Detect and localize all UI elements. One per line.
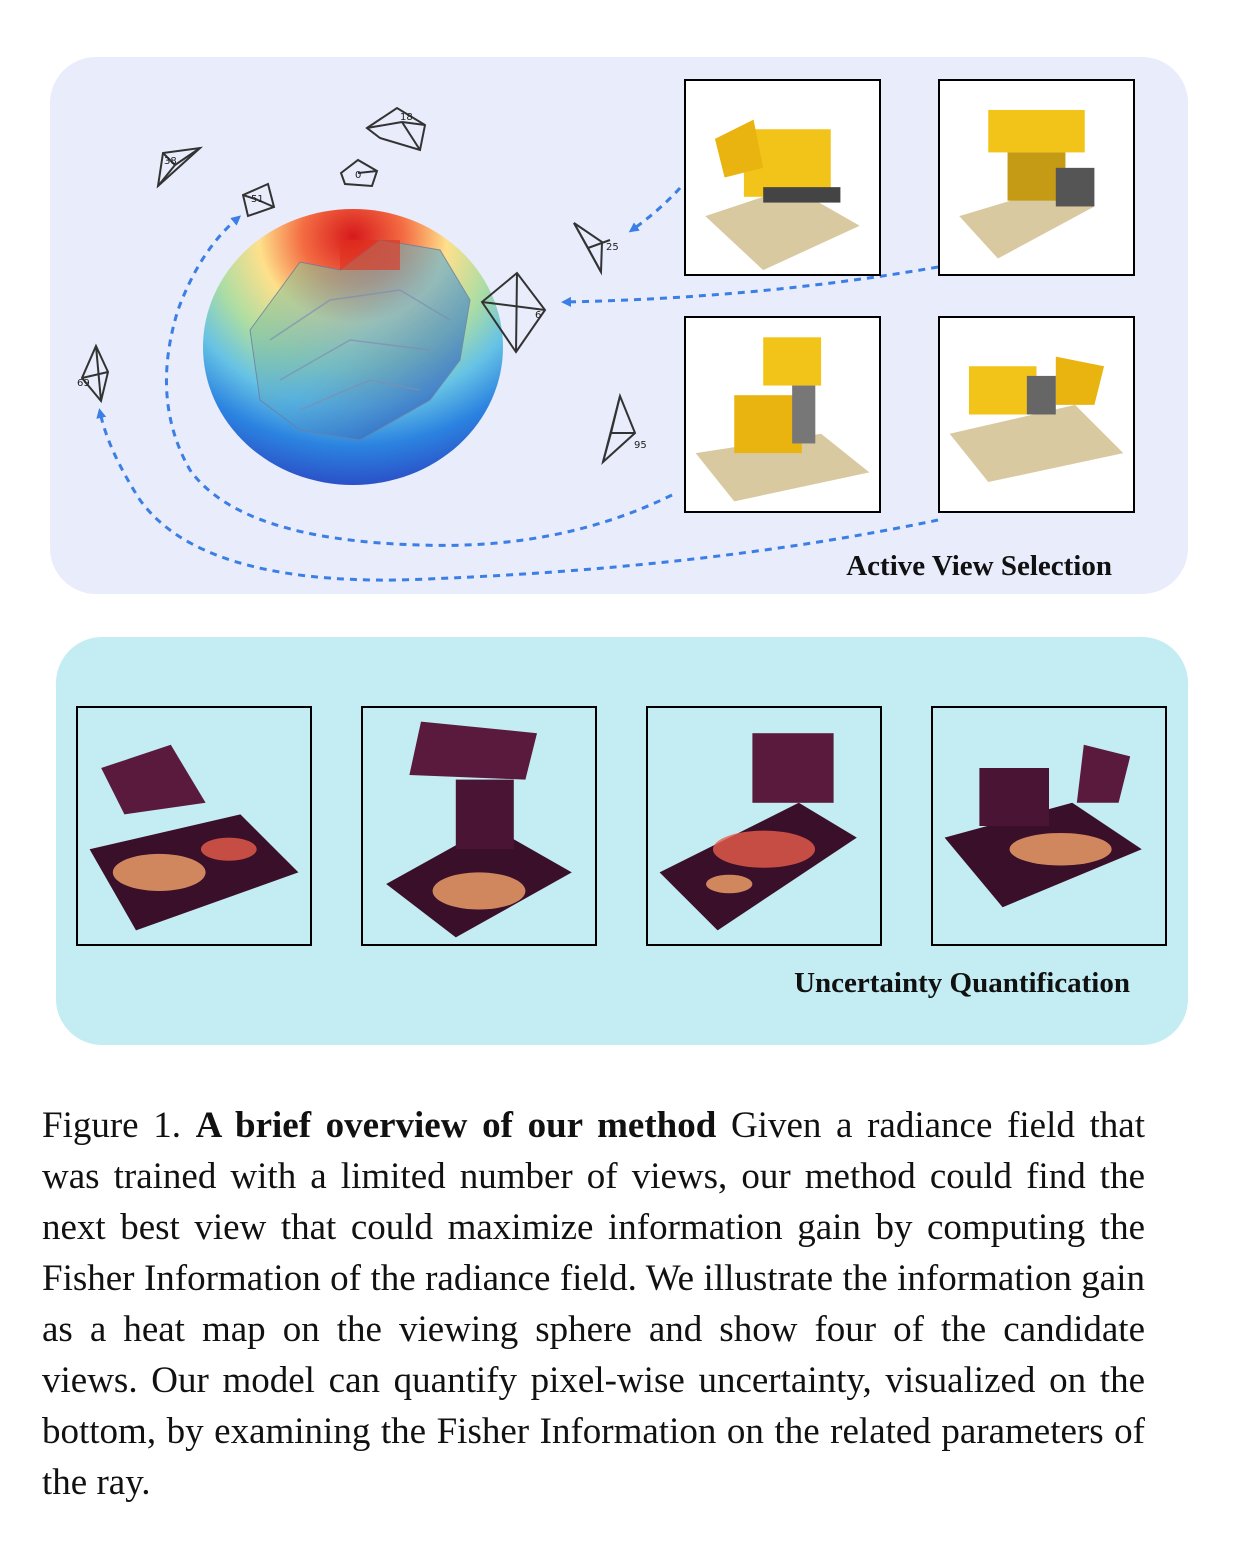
- candidate-view-3: [684, 316, 881, 513]
- camera-label-69: 69: [77, 378, 90, 389]
- camera-95-icon: [603, 396, 635, 462]
- active-view-selection-label: Active View Selection: [846, 550, 1112, 582]
- camera-18-icon: [367, 108, 425, 150]
- camera-label-0: 0: [355, 170, 362, 181]
- camera-label-25: 25: [606, 242, 619, 253]
- caption-title: A brief overview of our method: [195, 1105, 717, 1146]
- camera-label-95: 95: [634, 440, 647, 451]
- camera-38-icon: [158, 148, 200, 186]
- uncertainty-map-2: [361, 706, 597, 946]
- figure-caption: [42, 1100, 1145, 1508]
- information-gain-sphere: [203, 209, 503, 485]
- uncertainty-map-4: [931, 706, 1167, 946]
- camera-25-icon: [574, 223, 610, 272]
- camera-69-icon: [82, 346, 108, 401]
- caption-body: Given a radiance field that was trained with a limited number of views, our method could find the next best view that could maximize information gain by computing the Fisher Information of the radiance field. We illustrate the information gain as a heat map on the viewing sphere and show four of the candidate views. Our model can quantify pixel-wise uncertainty, visualized on the bottom, by examining the Fisher Information on the related parameters of the ray.: [42, 1105, 1145, 1503]
- candidate-view-2: [938, 79, 1135, 276]
- arrow-to-camera-25: [632, 188, 680, 230]
- uncertainty-quantification-label: Uncertainty Quantification: [794, 967, 1130, 999]
- candidate-view-4: [938, 316, 1135, 513]
- camera-label-18: 18: [400, 112, 413, 123]
- uncertainty-map-3: [646, 706, 882, 946]
- caption-prefix: Figure 1.: [42, 1105, 182, 1146]
- uncertainty-map-1: [76, 706, 312, 946]
- camera-label-6: 6: [535, 310, 542, 321]
- camera-label-51: 51: [251, 194, 264, 205]
- camera-label-38: 38: [164, 156, 177, 167]
- candidate-view-1: [684, 79, 881, 276]
